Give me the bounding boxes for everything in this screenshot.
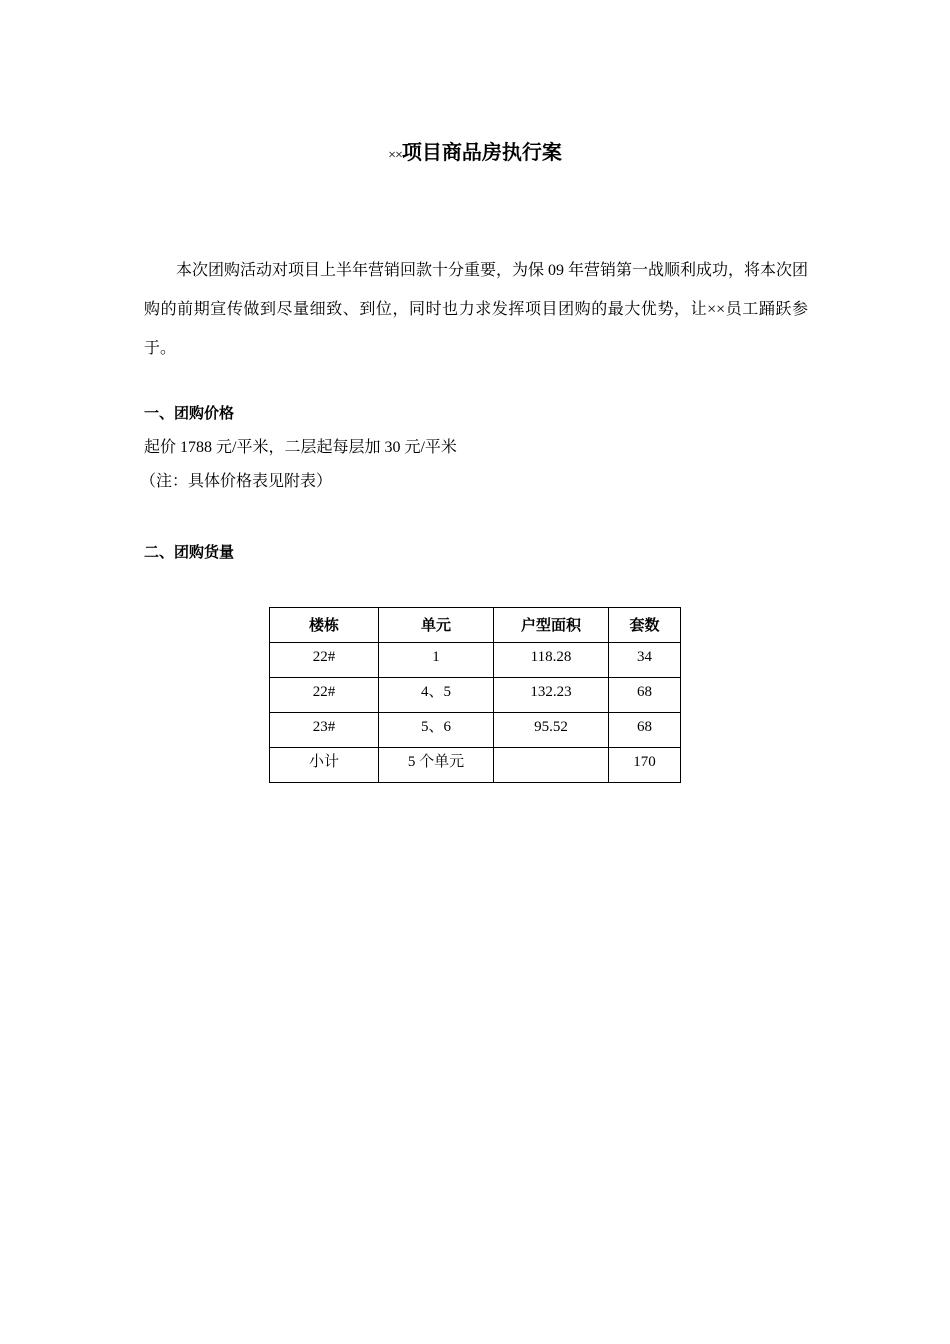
section-heading-price: 一、团购价格 <box>144 404 235 422</box>
table-row <box>270 678 681 713</box>
cell-count: 170 <box>609 748 681 783</box>
cell-unit: 1 <box>379 643 494 678</box>
section-heading-volume: 二、团购货量 <box>144 543 235 561</box>
table-row <box>270 713 681 748</box>
cell-area: 132.23 <box>494 678 609 713</box>
table-row <box>270 643 681 678</box>
table-row-subtotal <box>270 748 681 783</box>
header-count: 套数 <box>609 608 681 643</box>
intro-paragraph: 本次团购活动对项目上半年营销回款十分重要，为保 09 年营销第一战顺利成功，将本次团购的前期宣传做到尽量细致、到位，同时也力求发挥项目团购的最大优势，让××员工踊跃参于。 <box>144 262 809 357</box>
header-building: 楼栋 <box>270 608 379 643</box>
cell-building: 小计 <box>270 748 379 783</box>
cell-area <box>494 748 609 783</box>
price-line: 起价 1788 元/平米，二层起每层加 30 元/平米 <box>144 439 457 456</box>
table-header-row <box>270 608 681 643</box>
title-text: 项目商品房执行案 <box>401 140 562 164</box>
cell-count: 34 <box>609 643 681 678</box>
cell-count: 68 <box>609 678 681 713</box>
cell-building: 22# <box>270 678 379 713</box>
header-area: 户型面积 <box>494 608 609 643</box>
cell-building: 23# <box>270 713 379 748</box>
units-table <box>269 607 681 783</box>
header-unit: 单元 <box>379 608 494 643</box>
cell-unit: 5 个单元 <box>379 748 494 783</box>
cell-building: 22# <box>270 643 379 678</box>
cell-area: 95.52 <box>494 713 609 748</box>
document-title <box>0 138 950 170</box>
cell-unit: 4、5 <box>379 678 494 713</box>
price-note: （注：具体价格表见附表） <box>140 473 333 490</box>
cell-area: 118.28 <box>494 643 609 678</box>
cell-count: 68 <box>609 713 681 748</box>
cell-unit: 5、6 <box>379 713 494 748</box>
title-mark: ×× <box>388 148 402 163</box>
